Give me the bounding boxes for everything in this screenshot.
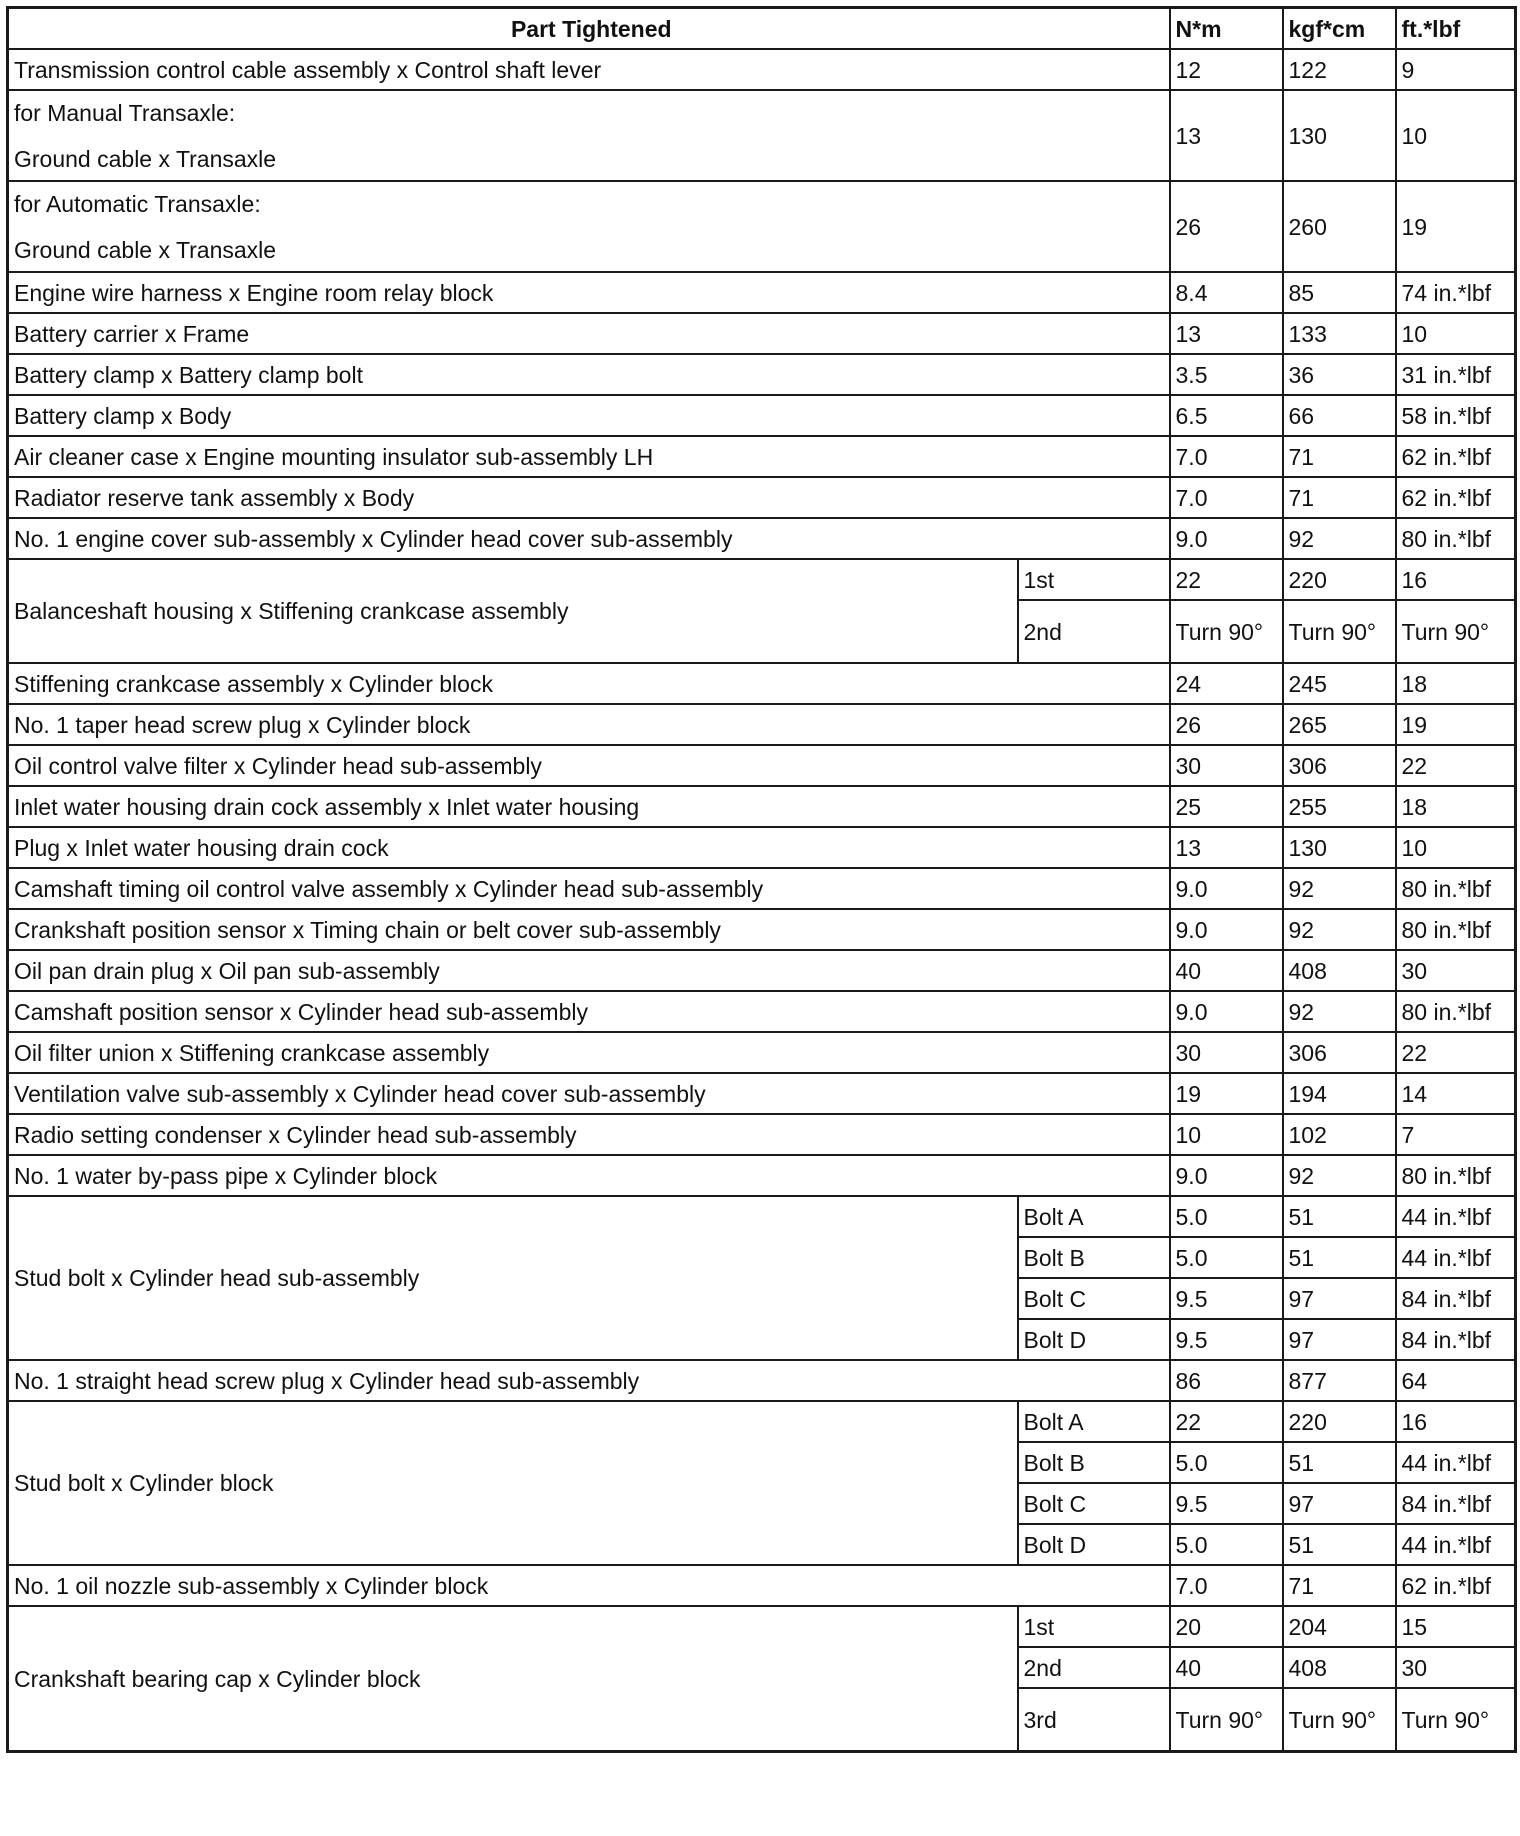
ft-lbf-cell: 16	[1396, 559, 1516, 600]
table-row	[8, 395, 1516, 436]
table-row	[8, 354, 1516, 395]
nm-cell: 30	[1170, 745, 1283, 786]
nm-cell: 26	[1170, 704, 1283, 745]
table-row	[8, 436, 1516, 477]
table-row	[8, 991, 1516, 1032]
part-cell: Balanceshaft housing x Stiffening crankcase assembly	[8, 559, 1018, 663]
ft-lbf-cell: 84 in.*lbf	[1396, 1483, 1516, 1524]
ft-lbf-cell: 30	[1396, 950, 1516, 991]
nm-cell: 6.5	[1170, 395, 1283, 436]
table-row	[8, 181, 1516, 272]
part-cell: Stud bolt x Cylinder block	[8, 1401, 1018, 1565]
nm-cell: 5.0	[1170, 1442, 1283, 1483]
kgf-cell: 36	[1283, 354, 1396, 395]
ft-lbf-cell: Turn 90°	[1396, 1688, 1516, 1752]
kgf-cell: 877	[1283, 1360, 1396, 1401]
kgf-cell: 92	[1283, 909, 1396, 950]
nm-cell: 7.0	[1170, 1565, 1283, 1606]
ft-lbf-cell: 64	[1396, 1360, 1516, 1401]
kgf-cell: 306	[1283, 745, 1396, 786]
table-row	[8, 1196, 1516, 1237]
kgf-cell: 260	[1283, 181, 1396, 272]
step-cell: 1st	[1018, 1606, 1170, 1647]
ft-lbf-cell: 44 in.*lbf	[1396, 1524, 1516, 1565]
ft-lbf-cell: 10	[1396, 827, 1516, 868]
ft-lbf-cell: 22	[1396, 745, 1516, 786]
kgf-cell: 71	[1283, 477, 1396, 518]
step-cell: 3rd	[1018, 1688, 1170, 1752]
ft-lbf-cell: 44 in.*lbf	[1396, 1237, 1516, 1278]
kgf-cell: 92	[1283, 518, 1396, 559]
ft-lbf-cell: 62 in.*lbf	[1396, 1565, 1516, 1606]
step-cell: 2nd	[1018, 1647, 1170, 1688]
table-row	[8, 272, 1516, 313]
nm-cell: 7.0	[1170, 436, 1283, 477]
kgf-cell: 130	[1283, 90, 1396, 181]
nm-cell: 9.0	[1170, 909, 1283, 950]
nm-cell: 5.0	[1170, 1196, 1283, 1237]
ft-lbf-cell: 62 in.*lbf	[1396, 477, 1516, 518]
nm-cell: 13	[1170, 90, 1283, 181]
kgf-cell: 220	[1283, 1401, 1396, 1442]
kgf-cell: 102	[1283, 1114, 1396, 1155]
kgf-cell: 194	[1283, 1073, 1396, 1114]
ft-lbf-cell: 74 in.*lbf	[1396, 272, 1516, 313]
part-condition-text: for Automatic Transaxle:	[14, 190, 261, 217]
nm-cell: 9.5	[1170, 1278, 1283, 1319]
ft-lbf-cell: 31 in.*lbf	[1396, 354, 1516, 395]
header-nm: N*m	[1170, 8, 1283, 50]
ft-lbf-cell: 19	[1396, 181, 1516, 272]
table-row	[8, 559, 1516, 600]
ft-lbf-cell: 30	[1396, 1647, 1516, 1688]
ft-lbf-cell: Turn 90°	[1396, 600, 1516, 663]
ft-lbf-cell: 84 in.*lbf	[1396, 1319, 1516, 1360]
part-cell: Battery carrier x Frame	[8, 313, 1170, 354]
kgf-cell: 97	[1283, 1278, 1396, 1319]
nm-cell: 12	[1170, 49, 1283, 90]
nm-cell: 5.0	[1170, 1237, 1283, 1278]
part-cell: Oil pan drain plug x Oil pan sub-assembly	[8, 950, 1170, 991]
nm-cell: 30	[1170, 1032, 1283, 1073]
part-cell: Radio setting condenser x Cylinder head sub-assembly	[8, 1114, 1170, 1155]
bolt-cell: Bolt A	[1018, 1196, 1170, 1237]
ft-lbf-cell: 80 in.*lbf	[1396, 518, 1516, 559]
kgf-cell: 97	[1283, 1483, 1396, 1524]
nm-cell: 24	[1170, 663, 1283, 704]
kgf-cell: 51	[1283, 1237, 1396, 1278]
part-cell: No. 1 straight head screw plug x Cylinder head sub-assembly	[8, 1360, 1170, 1401]
ft-lbf-cell: 10	[1396, 90, 1516, 181]
step-cell: 1st	[1018, 559, 1170, 600]
ft-lbf-cell: 80 in.*lbf	[1396, 991, 1516, 1032]
kgf-cell: 51	[1283, 1196, 1396, 1237]
header-ft-lbf: ft.*lbf	[1396, 8, 1516, 50]
nm-cell: 13	[1170, 313, 1283, 354]
nm-cell: 9.0	[1170, 868, 1283, 909]
nm-cell: 3.5	[1170, 354, 1283, 395]
nm-cell: 86	[1170, 1360, 1283, 1401]
ft-lbf-cell: 22	[1396, 1032, 1516, 1073]
table-row	[8, 745, 1516, 786]
ft-lbf-cell: 19	[1396, 704, 1516, 745]
table-row	[8, 1032, 1516, 1073]
kgf-cell: 122	[1283, 49, 1396, 90]
table-row	[8, 1401, 1516, 1442]
table-row	[8, 1360, 1516, 1401]
bolt-cell: Bolt D	[1018, 1319, 1170, 1360]
nm-cell: 9.0	[1170, 991, 1283, 1032]
table-row	[8, 1155, 1516, 1196]
part-cell: No. 1 taper head screw plug x Cylinder block	[8, 704, 1170, 745]
kgf-cell: 85	[1283, 272, 1396, 313]
ft-lbf-cell: 9	[1396, 49, 1516, 90]
table-row	[8, 827, 1516, 868]
kgf-cell: 220	[1283, 559, 1396, 600]
nm-cell: 22	[1170, 559, 1283, 600]
nm-cell: 25	[1170, 786, 1283, 827]
kgf-cell: 204	[1283, 1606, 1396, 1647]
nm-cell: 10	[1170, 1114, 1283, 1155]
kgf-cell: 97	[1283, 1319, 1396, 1360]
table-row	[8, 1606, 1516, 1647]
ft-lbf-cell: 16	[1396, 1401, 1516, 1442]
nm-cell: 9.5	[1170, 1319, 1283, 1360]
kgf-cell: Turn 90°	[1283, 1688, 1396, 1752]
nm-cell: 13	[1170, 827, 1283, 868]
torque-spec-table	[6, 6, 1517, 1753]
step-cell: 2nd	[1018, 600, 1170, 663]
kgf-cell: 133	[1283, 313, 1396, 354]
kgf-cell: 306	[1283, 1032, 1396, 1073]
table-row	[8, 313, 1516, 354]
header-part-tightened: Part Tightened	[8, 8, 1170, 50]
part-cell: Battery clamp x Battery clamp bolt	[8, 354, 1170, 395]
ft-lbf-cell: 84 in.*lbf	[1396, 1278, 1516, 1319]
table-row	[8, 909, 1516, 950]
part-cell: Radiator reserve tank assembly x Body	[8, 477, 1170, 518]
nm-cell: 9.0	[1170, 1155, 1283, 1196]
table-row	[8, 1073, 1516, 1114]
ft-lbf-cell: 44 in.*lbf	[1396, 1442, 1516, 1483]
part-name-text: Ground cable x Transaxle	[14, 145, 277, 172]
table-row	[8, 1114, 1516, 1155]
part-cell: Engine wire harness x Engine room relay block	[8, 272, 1170, 313]
ft-lbf-cell: 58 in.*lbf	[1396, 395, 1516, 436]
ft-lbf-cell: 10	[1396, 313, 1516, 354]
kgf-cell: 71	[1283, 436, 1396, 477]
part-cell: Camshaft position sensor x Cylinder head sub-assembly	[8, 991, 1170, 1032]
part-name-text: Ground cable x Transaxle	[14, 236, 277, 263]
nm-cell: 26	[1170, 181, 1283, 272]
part-cell: Stud bolt x Cylinder head sub-assembly	[8, 1196, 1018, 1360]
kgf-cell: 265	[1283, 704, 1396, 745]
nm-cell: 7.0	[1170, 477, 1283, 518]
nm-cell: 9.0	[1170, 518, 1283, 559]
table-row	[8, 49, 1516, 90]
kgf-cell: Turn 90°	[1283, 600, 1396, 663]
nm-cell: 20	[1170, 1606, 1283, 1647]
table-row	[8, 704, 1516, 745]
bolt-cell: Bolt A	[1018, 1401, 1170, 1442]
ft-lbf-cell: 14	[1396, 1073, 1516, 1114]
part-cell: No. 1 water by-pass pipe x Cylinder block	[8, 1155, 1170, 1196]
kgf-cell: 51	[1283, 1524, 1396, 1565]
ft-lbf-cell: 7	[1396, 1114, 1516, 1155]
ft-lbf-cell: 18	[1396, 786, 1516, 827]
bolt-cell: Bolt D	[1018, 1524, 1170, 1565]
ft-lbf-cell: 44 in.*lbf	[1396, 1196, 1516, 1237]
kgf-cell: 245	[1283, 663, 1396, 704]
table-row	[8, 786, 1516, 827]
part-cell: Crankshaft bearing cap x Cylinder block	[8, 1606, 1018, 1752]
kgf-cell: 66	[1283, 395, 1396, 436]
part-condition-text: for Manual Transaxle:	[14, 99, 236, 126]
nm-cell: 19	[1170, 1073, 1283, 1114]
torque-spec-table-container	[6, 6, 1514, 1753]
ft-lbf-cell: 18	[1396, 663, 1516, 704]
nm-cell: 40	[1170, 1647, 1283, 1688]
part-cell: Transmission control cable assembly x Control shaft lever	[8, 49, 1170, 90]
part-cell: Oil filter union x Stiffening crankcase assembly	[8, 1032, 1170, 1073]
ft-lbf-cell: 80 in.*lbf	[1396, 909, 1516, 950]
table-row	[8, 868, 1516, 909]
part-cell: No. 1 engine cover sub-assembly x Cylinder head cover sub-assembly	[8, 518, 1170, 559]
kgf-cell: 408	[1283, 950, 1396, 991]
table-row	[8, 1565, 1516, 1606]
bolt-cell: Bolt B	[1018, 1237, 1170, 1278]
part-cell: Stiffening crankcase assembly x Cylinder block	[8, 663, 1170, 704]
nm-cell: 5.0	[1170, 1524, 1283, 1565]
bolt-cell: Bolt C	[1018, 1483, 1170, 1524]
part-cell	[8, 181, 1170, 272]
nm-cell: 9.5	[1170, 1483, 1283, 1524]
part-cell: Battery clamp x Body	[8, 395, 1170, 436]
nm-cell: 40	[1170, 950, 1283, 991]
ft-lbf-cell: 80 in.*lbf	[1396, 1155, 1516, 1196]
kgf-cell: 92	[1283, 991, 1396, 1032]
nm-cell: Turn 90°	[1170, 1688, 1283, 1752]
part-cell	[8, 90, 1170, 181]
part-cell: Oil control valve filter x Cylinder head sub-assembly	[8, 745, 1170, 786]
ft-lbf-cell: 62 in.*lbf	[1396, 436, 1516, 477]
bolt-cell: Bolt B	[1018, 1442, 1170, 1483]
ft-lbf-cell: 80 in.*lbf	[1396, 868, 1516, 909]
part-cell: Crankshaft position sensor x Timing chain or belt cover sub-assembly	[8, 909, 1170, 950]
kgf-cell: 408	[1283, 1647, 1396, 1688]
nm-cell: 22	[1170, 1401, 1283, 1442]
table-row	[8, 950, 1516, 991]
part-cell: No. 1 oil nozzle sub-assembly x Cylinder block	[8, 1565, 1170, 1606]
table-row	[8, 518, 1516, 559]
kgf-cell: 255	[1283, 786, 1396, 827]
part-cell: Ventilation valve sub-assembly x Cylinder head cover sub-assembly	[8, 1073, 1170, 1114]
kgf-cell: 130	[1283, 827, 1396, 868]
part-cell: Plug x Inlet water housing drain cock	[8, 827, 1170, 868]
table-row	[8, 90, 1516, 181]
bolt-cell: Bolt C	[1018, 1278, 1170, 1319]
kgf-cell: 92	[1283, 868, 1396, 909]
ft-lbf-cell: 15	[1396, 1606, 1516, 1647]
kgf-cell: 71	[1283, 1565, 1396, 1606]
table-row	[8, 663, 1516, 704]
part-cell: Inlet water housing drain cock assembly x Inlet water housing	[8, 786, 1170, 827]
part-cell: Camshaft timing oil control valve assembly x Cylinder head sub-assembly	[8, 868, 1170, 909]
part-cell: Air cleaner case x Engine mounting insulator sub-assembly LH	[8, 436, 1170, 477]
nm-cell: 8.4	[1170, 272, 1283, 313]
kgf-cell: 51	[1283, 1442, 1396, 1483]
table-header-row	[8, 8, 1516, 50]
table-row	[8, 477, 1516, 518]
nm-cell: Turn 90°	[1170, 600, 1283, 663]
kgf-cell: 92	[1283, 1155, 1396, 1196]
header-kgf-cm: kgf*cm	[1283, 8, 1396, 50]
